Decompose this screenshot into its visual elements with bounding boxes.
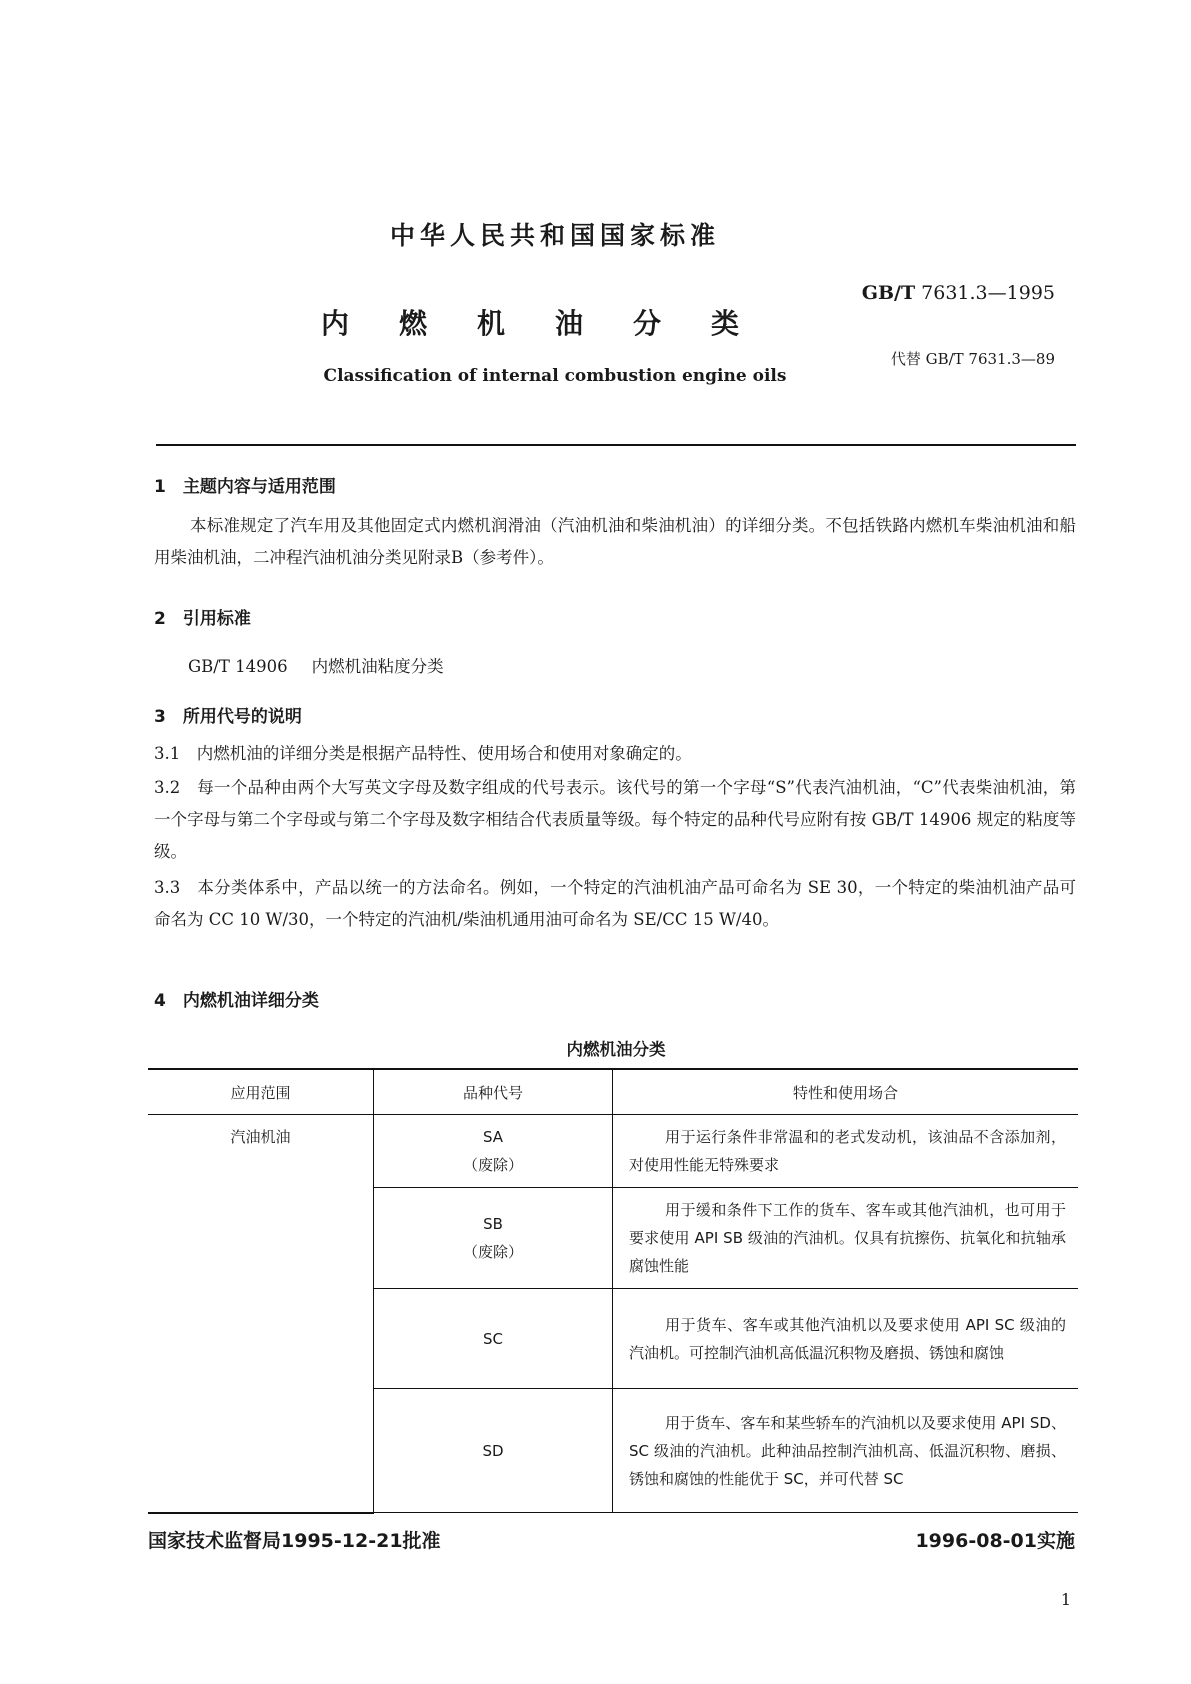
variety-description: 用于缓和条件下工作的货车、客车或其他汽油机，也可用于要求使用 API SB 级油的汽油机。仅具有抗擦伤、抗氧化和抗轴承腐蚀性能	[629, 1201, 1066, 1275]
description-cell	[613, 1289, 1079, 1389]
header-rule	[156, 444, 1076, 446]
code-cell	[374, 1289, 613, 1389]
ref-standard-title: 内燃机油粘度分类	[311, 657, 444, 676]
code-cell	[374, 1115, 613, 1188]
variety-description: 用于货车、客车或其他汽油机以及要求使用 API SC 级油的汽油机。可控制汽油机高低温沉积物及磨损、锈蚀和腐蚀	[629, 1315, 1066, 1362]
description-cell	[613, 1115, 1079, 1188]
description-cell	[613, 1389, 1079, 1513]
section-3-2: 3.2 每一个品种由两个大写英文字母及数字组成的代号表示。该代号的第一个字母“S”代表汽油机油，“C”代表柴油机油，第一个字母与第二个字母或与第二个字母及数字相结合代表质量等级。每个特定的品种代号应附有按 GB/T 14906 规定的粘度等级。	[154, 778, 1076, 861]
document-title-cn: 内燃机油分类	[320, 307, 789, 340]
header-characteristics: 特性和使用场合	[613, 1069, 1079, 1115]
section-3-heading: 3 所用代号的说明	[154, 707, 302, 727]
application-range-text: 汽油机油	[230, 1128, 291, 1146]
section-1-heading: 1 主题内容与适用范围	[154, 477, 336, 497]
variety-description: 用于货车、客车和某些轿车的汽油机以及要求使用 API SD、SC 级油的汽油机。此种油品控制汽油机高、低温沉积物、磨损、锈蚀和腐蚀的性能优于 SC，并可代替 SC	[629, 1413, 1066, 1488]
standard-prefix: GB/T	[861, 282, 916, 304]
table-caption: 内燃机油分类	[566, 1040, 666, 1059]
standard-number	[862, 282, 1055, 304]
effective-date: 1996-08-01实施	[915, 1530, 1075, 1552]
page-number: 1	[1060, 1590, 1071, 1609]
variety-code: SA	[482, 1128, 504, 1146]
section-2-heading: 2 引用标准	[154, 609, 251, 629]
section-4-heading: 4 内燃机油详细分类	[154, 991, 319, 1011]
replaces-standard: 代替 GB/T 7631.3—89	[890, 350, 1055, 368]
section-3-1: 3.1 内燃机油的详细分类是根据产品特性、使用场合和使用对象确定的。	[154, 744, 692, 763]
table-row	[148, 1115, 1078, 1188]
variety-note: （废除）	[462, 1243, 523, 1261]
document-title-en: Classification of internal combustion engine oils	[323, 366, 787, 386]
application-range-cell	[148, 1115, 374, 1513]
oil-classification-table	[148, 1068, 1078, 1514]
section-1-body: 本标准规定了汽车用及其他固定式内燃机润滑油（汽油机油和柴油机油）的详细分类。不包括铁路内燃机车柴油机油和船用柴油机油，二冲程汽油机油分类见附录B（参考件）。	[154, 516, 1076, 567]
variety-code: SD	[482, 1441, 504, 1460]
description-cell	[613, 1188, 1079, 1289]
variety-description: 用于运行条件非常温和的老式发动机，该油品不含添加剂，对使用性能无特殊要求	[629, 1128, 1066, 1174]
referenced-standard	[188, 653, 444, 677]
code-cell	[374, 1389, 613, 1513]
variety-note: （废除）	[462, 1156, 523, 1174]
section-3-3: 3.3 本分类体系中，产品以统一的方法命名。例如，一个特定的汽油机油产品可命名为 SE 30，一个特定的柴油机油产品可命名为 CC 10 W/30，一个特定的汽油机/柴油机通用油可命名为 SE/CC 15 W/40。	[154, 878, 1076, 929]
ref-standard-code: GB/T 14906	[188, 657, 288, 676]
header-variety-code: 品种代号	[374, 1069, 613, 1115]
standard-code: 7631.3—1995	[921, 282, 1055, 304]
approval-note: 国家技术监督局1995-12-21批准	[148, 1530, 441, 1552]
variety-code: SC	[483, 1329, 503, 1348]
header-application-range: 应用范围	[148, 1069, 374, 1115]
variety-code: SB	[483, 1215, 503, 1233]
national-standard-heading: 中华人民共和国国家标准	[389, 221, 720, 250]
code-cell	[374, 1188, 613, 1289]
